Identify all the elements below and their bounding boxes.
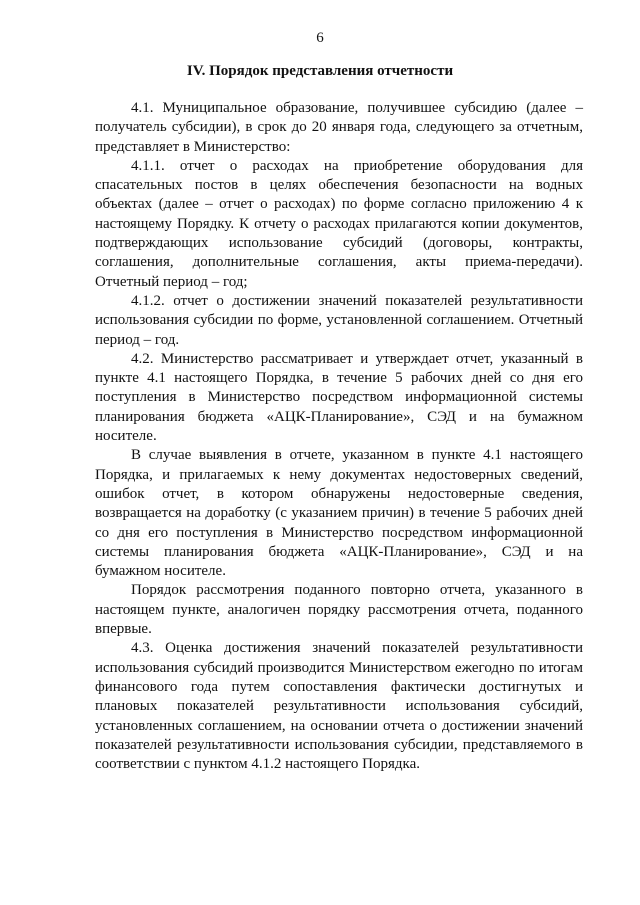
paragraph-4-2-resubmission: Порядок рассмотрения поданного повторно отчета, указанного в настоящем пункте, аналогичен порядку рассмотрения отчета, поданного впервые. <box>95 582 583 638</box>
paragraph-4-1-1: 4.1.1. отчет о расходах на приобретение оборудования для спасательных постов в целях обеспечения безопасности на водных объектах (далее – отчет о расходах) по форме согласно приложению 4 к настоящему Порядку. К отчету о расходах прилагаются копии документов, подтверждающих использование субсидий (договоры, контракты, соглашения, дополнительные соглашения, акты приема-передачи). Отчетный период – год; <box>95 157 583 290</box>
document-body <box>95 99 583 774</box>
page-number: 6 <box>316 30 324 46</box>
paragraph-4-1-2: 4.1.2. отчет о достижении значений показателей результативности использования субсидии по форме, установленной соглашением. Отчетный период – год. <box>95 292 583 348</box>
paragraph-4-1: 4.1. Муниципальное образование, получившее субсидию (далее – получатель субсидии), в срок до 20 января года, следующего за отчетным, представляет в Министерство: <box>95 100 583 155</box>
paragraph-4-2-errors: В случае выявления в отчете, указанном в пункте 4.1 настоящего Порядка, и прилагаемых к нему документах недостоверных сведений, ошибок отчет, в котором обнаружены недостоверные сведения, возвращается на доработку (с указанием причин) в течение 5 рабочих дней со дня его поступления в Министерство посредством информационной системы планирования бюджета «АЦК-Планирование», СЭД и на бумажном носителе. <box>95 447 583 580</box>
paragraph-4-2: 4.2. Министерство рассматривает и утверждает отчет, указанный в пункте 4.1 настоящего Порядка, в течение 5 рабочих дней со дня его поступления в Министерство посредством информационной системы планирования бюджета «АЦК-Планирование», СЭД и на бумажном носителе. <box>95 350 583 445</box>
paragraph-4-3: 4.3. Оценка достижения значений показателей результативности использования субсидий производится Министерством ежегодно по итогам финансового года путем сопоставления фактически достигнутых и плановых показателей результативности использования субсидий, установленных соглашением, на основании отчета о достижении значений показателей результативности использования субсидии, представляемого в соответствии с пунктом 4.1.2 настоящего Порядка. <box>95 640 583 773</box>
section-title: IV. Порядок представления отчетности <box>186 63 454 79</box>
